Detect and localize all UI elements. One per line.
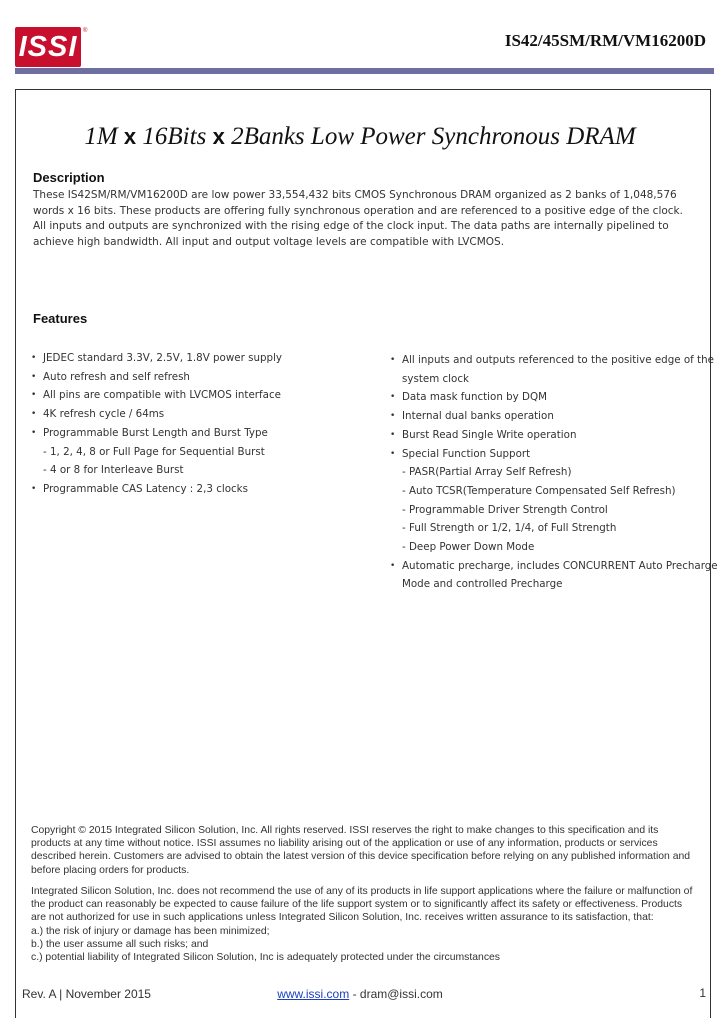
- feature-item: - Full Strength or 1/2, 1/4, of Full Strength: [402, 522, 617, 535]
- feature-item: - Deep Power Down Mode: [402, 541, 535, 554]
- feature-item: - Programmable Driver Strength Control: [402, 503, 608, 516]
- features-right-list: [402, 351, 718, 594]
- feature-item: • Programmable CAS Latency : 2,3 clocks: [43, 480, 282, 499]
- condition-item: b.) the user assume all such risks; and: [31, 938, 209, 950]
- logo-text: ISSI: [18, 30, 78, 63]
- features-left-list: [43, 349, 282, 499]
- feature-item: - 4 or 8 for Interleave Burst: [43, 464, 184, 477]
- contact-separator: -: [349, 987, 360, 1001]
- feature-item: • Burst Read Single Write operation: [402, 426, 718, 445]
- revision-info: Rev. A | November 2015: [22, 987, 151, 1001]
- page-title: [0, 123, 720, 151]
- description-text: These IS42SM/RM/VM16200D are low power 33,554,432 bits CMOS Synchronous DRAM organized as 2 banks of 1,048,576 words x 16 bits. These products are offering fully synchronous operation and are referenced to a positive edge of the clock. All inputs and outputs are synchronized with the rising edge of the clock input. The data paths are internally pipelined to achieve high bandwidth. All input and output voltage levels are compatible with LVCMOS.: [33, 189, 683, 248]
- feature-item: • Special Function Support: [402, 445, 718, 464]
- title-x2: x: [212, 124, 225, 149]
- page-number: 1: [699, 986, 706, 1000]
- feature-item: - Auto TCSR(Temperature Compensated Self Refresh): [402, 484, 676, 497]
- condition-item: a.) the risk of injury or damage has been minimized;: [31, 925, 270, 937]
- part-number: IS42/45SM/RM/VM16200D: [504, 31, 706, 50]
- feature-item: • Data mask function by DQM: [402, 388, 718, 407]
- title-part3: 2Banks Low Power Synchronous DRAM: [224, 123, 636, 150]
- title-part1: 1M: [84, 123, 124, 150]
- header-band: [15, 68, 714, 74]
- feature-item: • Automatic precharge, includes CONCURRENT Auto Precharge: [402, 557, 718, 576]
- title-x1: x: [123, 124, 137, 149]
- copyright-notice: Copyright © 2015 Integrated Silicon Solution, Inc. All rights reserved. ISSI reserves the right to make changes to this specification and its products at any time without notice. ISSI assumes no liability arising out of the application or use of any information, products or services described herein. Customers are advised to obtain the latest version of this device specification before relying on any published information and before placing orders for products.: [31, 825, 691, 876]
- website-link[interactable]: www.issi.com: [277, 987, 350, 1001]
- feature-item: Mode and controlled Precharge: [402, 578, 563, 591]
- condition-item: c.) potential liability of Integrated Silicon Solution, Inc is adequately protected under the circumstances: [31, 952, 500, 964]
- feature-item: • All inputs and outputs referenced to the positive edge of the: [402, 351, 718, 370]
- description-heading: Description: [33, 170, 105, 185]
- feature-item: system clock: [402, 372, 469, 385]
- issi-logo: [15, 27, 81, 67]
- life-support-notice: [31, 885, 696, 964]
- feature-item: • Auto refresh and self refresh: [43, 368, 282, 387]
- feature-item: • Programmable Burst Length and Burst Type: [43, 424, 282, 443]
- feature-item: • JEDEC standard 3.3V, 2.5V, 1.8V power supply: [43, 349, 282, 368]
- contact-info: [0, 987, 720, 1001]
- life-support-text: Integrated Silicon Solution, Inc. does not recommend the use of any of its products in life support applications where the failure or malfunction of the product can reasonably be expected to cause failure of the life support system or to significantly affect its safety or effectiveness. Products are not authorized for use in such applications unless Integrated Silicon Solution, Inc. receives written assurance to its satisfaction, that:: [31, 886, 693, 924]
- feature-item: • 4K refresh cycle / 64ms: [43, 405, 282, 424]
- features-heading: Features: [33, 311, 88, 326]
- logo-trademark: ®: [83, 28, 88, 34]
- feature-item: - 1, 2, 4, 8 or Full Page for Sequential Burst: [43, 445, 265, 458]
- feature-item: • Internal dual banks operation: [402, 407, 718, 426]
- title-part2: 16Bits: [136, 123, 213, 150]
- feature-item: - PASR(Partial Array Self Refresh): [402, 466, 572, 479]
- email-address: dram@issi.com: [359, 987, 443, 1001]
- feature-item: • All pins are compatible with LVCMOS interface: [43, 386, 282, 405]
